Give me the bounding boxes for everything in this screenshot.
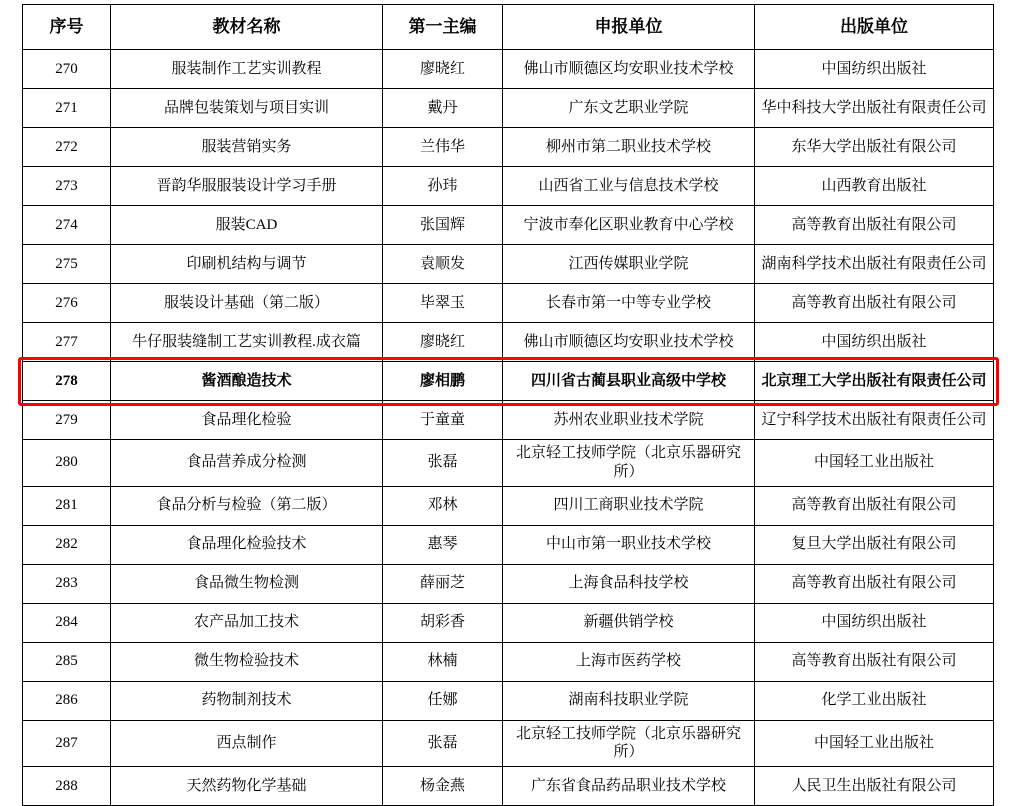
cell-unit: 苏州农业职业技术学院 [503,401,755,440]
table-body [23,50,994,806]
table-row [23,767,994,806]
cell-index: 286 [23,681,111,720]
table-row [23,89,994,128]
cell-index: 274 [23,206,111,245]
cell-name: 微生物检验技术 [111,642,383,681]
cell-index: 282 [23,525,111,564]
cell-name: 服装营销实务 [111,128,383,167]
column-header-publisher: 出版单位 [755,5,994,50]
cell-name: 品牌包装策划与项目实训 [111,89,383,128]
cell-unit: 四川工商职业技术学院 [503,486,755,525]
cell-unit: 长春市第一中等专业学校 [503,284,755,323]
cell-unit: 广东文艺职业学院 [503,89,755,128]
cell-name: 西点制作 [111,720,383,767]
cell-unit: 宁波市奉化区职业教育中心学校 [503,206,755,245]
table-row [23,128,994,167]
cell-index: 272 [23,128,111,167]
cell-publisher: 中国纺织出版社 [755,603,994,642]
table-row [23,525,994,564]
cell-unit: 北京轻工技师学院（北京乐器研究所） [503,440,755,487]
cell-index: 280 [23,440,111,487]
cell-publisher: 高等教育出版社有限公司 [755,564,994,603]
cell-index: 276 [23,284,111,323]
cell-unit: 新疆供销学校 [503,603,755,642]
table-row [23,401,994,440]
cell-name: 天然药物化学基础 [111,767,383,806]
cell-name: 食品微生物检测 [111,564,383,603]
table-header-row [23,5,994,50]
cell-unit: 江西传媒职业学院 [503,245,755,284]
cell-editor: 兰伟华 [383,128,503,167]
cell-publisher: 高等教育出版社有限公司 [755,486,994,525]
cell-publisher: 东华大学出版社有限公司 [755,128,994,167]
table-row [23,50,994,89]
cell-name: 药物制剂技术 [111,681,383,720]
cell-editor: 惠琴 [383,525,503,564]
cell-unit: 山西省工业与信息技术学校 [503,167,755,206]
cell-editor: 廖晓红 [383,323,503,362]
table-row [23,603,994,642]
table-row [23,486,994,525]
cell-unit: 佛山市顺德区均安职业技术学校 [503,50,755,89]
table-row [23,681,994,720]
table-row [23,642,994,681]
cell-publisher: 高等教育出版社有限公司 [755,284,994,323]
cell-unit: 四川省古蔺县职业高级中学校 [503,362,755,401]
cell-editor: 林楠 [383,642,503,681]
cell-editor: 邓林 [383,486,503,525]
cell-editor: 胡彩香 [383,603,503,642]
cell-index: 287 [23,720,111,767]
table-row-highlighted [23,362,994,401]
cell-publisher: 中国轻工业出版社 [755,720,994,767]
cell-publisher: 中国轻工业出版社 [755,440,994,487]
table-row [23,167,994,206]
cell-editor: 廖晓红 [383,50,503,89]
cell-name: 服装制作工艺实训教程 [111,50,383,89]
cell-editor: 戴丹 [383,89,503,128]
cell-publisher: 中国纺织出版社 [755,50,994,89]
cell-publisher: 高等教育出版社有限公司 [755,206,994,245]
cell-index: 277 [23,323,111,362]
cell-name: 酱酒酿造技术 [111,362,383,401]
table-row [23,323,994,362]
table-row [23,206,994,245]
cell-publisher: 人民卫生出版社有限公司 [755,767,994,806]
cell-editor: 薛丽芝 [383,564,503,603]
cell-editor: 张磊 [383,720,503,767]
cell-index: 271 [23,89,111,128]
cell-index: 285 [23,642,111,681]
cell-name: 晋韵华服服装设计学习手册 [111,167,383,206]
cell-publisher: 北京理工大学出版社有限责任公司 [755,362,994,401]
cell-name: 服装设计基础（第二版） [111,284,383,323]
cell-index: 281 [23,486,111,525]
cell-editor: 孙玮 [383,167,503,206]
cell-unit: 湖南科技职业学院 [503,681,755,720]
table-header [23,5,994,50]
cell-name: 食品分析与检验（第二版） [111,486,383,525]
cell-unit: 中山市第一职业技术学校 [503,525,755,564]
table-row [23,440,994,487]
cell-editor: 袁顺发 [383,245,503,284]
cell-publisher: 华中科技大学出版社有限责任公司 [755,89,994,128]
cell-publisher: 山西教育出版社 [755,167,994,206]
cell-name: 食品理化检验 [111,401,383,440]
cell-editor: 廖相鹏 [383,362,503,401]
cell-publisher: 化学工业出版社 [755,681,994,720]
column-header-name: 教材名称 [111,5,383,50]
cell-index: 288 [23,767,111,806]
column-header-index: 序号 [23,5,111,50]
cell-unit: 广东省食品药品职业技术学校 [503,767,755,806]
cell-editor: 毕翠玉 [383,284,503,323]
cell-publisher: 复旦大学出版社有限公司 [755,525,994,564]
table-row [23,564,994,603]
cell-unit: 北京轻工技师学院（北京乐器研究所） [503,720,755,767]
cell-index: 275 [23,245,111,284]
cell-name: 印刷机结构与调节 [111,245,383,284]
cell-editor: 张磊 [383,440,503,487]
cell-unit: 上海市医药学校 [503,642,755,681]
cell-index: 270 [23,50,111,89]
cell-editor: 杨金燕 [383,767,503,806]
cell-unit: 佛山市顺德区均安职业技术学校 [503,323,755,362]
table-row [23,720,994,767]
cell-unit: 柳州市第二职业技术学校 [503,128,755,167]
cell-name: 牛仔服装缝制工艺实训教程.成衣篇 [111,323,383,362]
cell-publisher: 湖南科学技术出版社有限责任公司 [755,245,994,284]
cell-publisher: 辽宁科学技术出版社有限责任公司 [755,401,994,440]
cell-index: 279 [23,401,111,440]
cell-name: 食品理化检验技术 [111,525,383,564]
table-row [23,245,994,284]
cell-name: 食品营养成分检测 [111,440,383,487]
cell-index: 278 [23,362,111,401]
textbook-list-table [22,4,994,806]
cell-name: 服装CAD [111,206,383,245]
cell-editor: 张国辉 [383,206,503,245]
cell-editor: 于童童 [383,401,503,440]
table-row [23,284,994,323]
cell-index: 283 [23,564,111,603]
cell-index: 273 [23,167,111,206]
cell-name: 农产品加工技术 [111,603,383,642]
cell-publisher: 高等教育出版社有限公司 [755,642,994,681]
cell-editor: 任娜 [383,681,503,720]
column-header-unit: 申报单位 [503,5,755,50]
cell-index: 284 [23,603,111,642]
cell-publisher: 中国纺织出版社 [755,323,994,362]
column-header-editor: 第一主编 [383,5,503,50]
cell-unit: 上海食品科技学校 [503,564,755,603]
